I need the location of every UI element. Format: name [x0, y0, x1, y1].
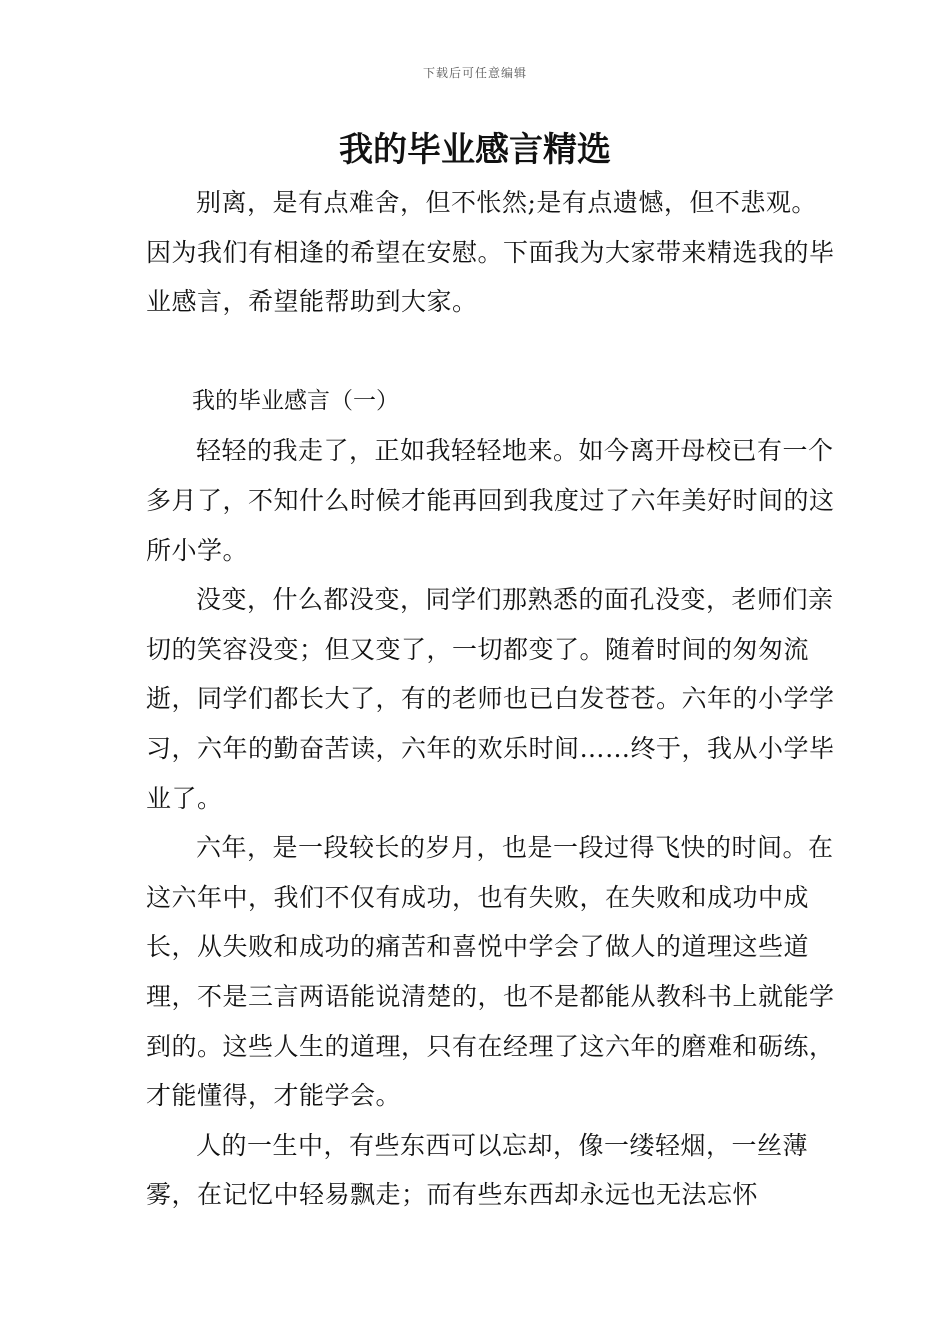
body-paragraph-1: 轻轻的我走了，正如我轻轻地来。如今离开母校已有一个多月了，不知什么时候才能再回到我度过了六年美好时间的这所小学。: [146, 436, 835, 565]
body-paragraph-3: 六年，是一段较长的岁月，也是一段过得飞快的时间。在这六年中，我们不仅有成功，也有失败，在失败和成功中成长，从失败和成功的痛苦和喜悦中学会了做人的道理这些道理，不是三言两语能说清楚的，也不是都能从教科书上就能学到的。这些人生的道理，只有在经理了这六年的磨难和砺练，才能懂得，才能学会。: [146, 833, 835, 1111]
header-note: 下载后可任意编辑: [422, 66, 527, 80]
body-paragraph-2: 没变，什么都没变，同学们那熟悉的面孔没变，老师们亲切的笑容没变；但又变了，一切都变了。随着时间的匆匆流逝，同学们都长大了，有的老师也已白发苍苍。六年的小学学习，六年的勤奋苦读，六年的欢乐时间……终于，我从小学毕业了。: [146, 585, 835, 813]
intro-paragraph: 别离，是有点难舍，但不怅然;是有点遗憾，但不悲观。因为我们有相逢的希望在安慰。下面我为大家带来精选我的毕业感言，希望能帮助到大家。: [146, 188, 835, 317]
document-body: [146, 178, 836, 1220]
body-paragraph-4: 人的一生中，有些东西可以忘却，像一缕轻烟，一丝薄雾，在记忆中轻易飘走；而有些东西却永远也无法忘怀: [146, 1130, 809, 1210]
page-title: 我的毕业感言精选: [339, 130, 611, 170]
section-title: 我的毕业感言（一）: [192, 387, 399, 414]
